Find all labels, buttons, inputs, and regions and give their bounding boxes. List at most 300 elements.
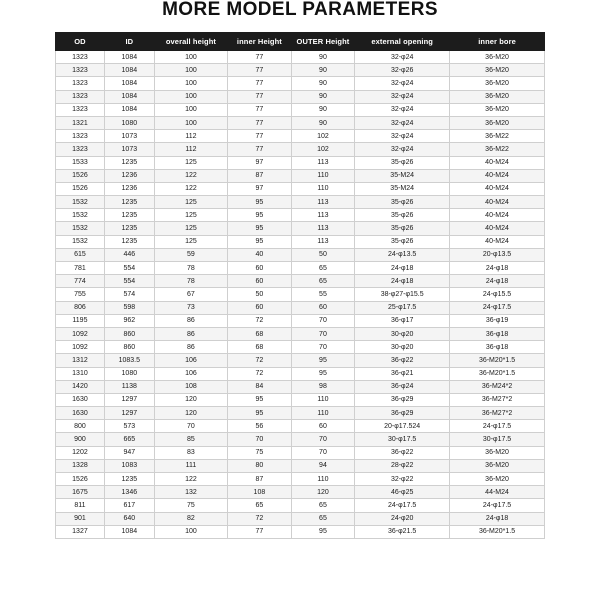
table-row [56,459,545,472]
table-cell: 102 [291,130,355,143]
table-cell: 59 [154,248,227,261]
table-cell: 32-φ24 [355,103,450,116]
table-row [56,51,545,64]
table-cell: 77 [228,90,292,103]
table-cell: 70 [291,341,355,354]
table-row [56,262,545,275]
table-cell: 78 [154,275,227,288]
table-cell: 32-φ22 [355,473,450,486]
table-cell: 1202 [56,446,105,459]
table-cell: 615 [56,248,105,261]
table-cell: 73 [154,301,227,314]
table-cell: 598 [104,301,154,314]
table-row [56,314,545,327]
table-cell: 77 [228,143,292,156]
table-cell: 554 [104,262,154,275]
table-row [56,486,545,499]
table-cell: 36-M20 [450,459,545,472]
table-cell: 1526 [56,182,105,195]
table-cell: 36-φ18 [450,327,545,340]
table-cell: 46-φ25 [355,486,450,499]
table-cell: 24-φ18 [450,512,545,525]
table-cell: 446 [104,248,154,261]
table-cell: 40-M24 [450,156,545,169]
table-cell: 72 [228,512,292,525]
table-cell: 1297 [104,407,154,420]
table-cell: 35-M24 [355,182,450,195]
table-cell: 36-φ22 [355,446,450,459]
table-cell: 35-φ26 [355,235,450,248]
table-cell: 36-M20 [450,64,545,77]
table-cell: 56 [228,420,292,433]
table-cell: 110 [291,393,355,406]
table-cell: 1235 [104,473,154,486]
table-header-row [56,33,545,51]
table-cell: 1533 [56,156,105,169]
table-row [56,433,545,446]
table-cell: 90 [291,51,355,64]
table-cell: 113 [291,196,355,209]
table-cell: 1323 [56,90,105,103]
table-cell: 95 [228,196,292,209]
table-cell: 86 [154,341,227,354]
table-cell: 77 [228,130,292,143]
table-cell: 24-φ18 [450,262,545,275]
table-cell: 68 [228,341,292,354]
table-cell: 1235 [104,222,154,235]
table-row [56,182,545,195]
table-row [56,169,545,182]
table-cell: 132 [154,486,227,499]
table-cell: 75 [228,446,292,459]
table-column-header: overall height [154,33,227,51]
table-column-header: external opening [355,33,450,51]
table-cell: 1532 [56,222,105,235]
table-cell: 1236 [104,169,154,182]
table-row [56,156,545,169]
table-cell: 24-φ17.5 [450,420,545,433]
table-cell: 100 [154,64,227,77]
table-cell: 36-M22 [450,130,545,143]
table-cell: 24-φ17.5 [450,301,545,314]
table-cell: 32-φ24 [355,130,450,143]
table-cell: 122 [154,473,227,486]
table-cell: 106 [154,367,227,380]
table-cell: 95 [291,367,355,380]
table-cell: 90 [291,116,355,129]
table-cell: 1236 [104,182,154,195]
table-cell: 77 [228,116,292,129]
table-cell: 36-M24*2 [450,380,545,393]
table-cell: 1084 [104,51,154,64]
table-cell: 24-φ15.5 [450,288,545,301]
table-cell: 82 [154,512,227,525]
table-cell: 24-φ13.5 [355,248,450,261]
table-cell: 24-φ17.5 [355,499,450,512]
table-cell: 120 [291,486,355,499]
table-cell: 36-φ19 [450,314,545,327]
table-body [56,51,545,539]
table-row [56,393,545,406]
table-cell: 84 [228,380,292,393]
table-cell: 1327 [56,525,105,538]
table-cell: 1310 [56,367,105,380]
parameters-table-container [55,32,545,539]
table-cell: 78 [154,262,227,275]
table-cell: 1420 [56,380,105,393]
table-row [56,354,545,367]
table-cell: 70 [291,446,355,459]
table-cell: 72 [228,354,292,367]
table-cell: 36-φ21 [355,367,450,380]
table-cell: 40-M24 [450,235,545,248]
table-cell: 110 [291,407,355,420]
table-cell: 800 [56,420,105,433]
table-cell: 120 [154,407,227,420]
table-cell: 36-M20 [450,446,545,459]
table-row [56,407,545,420]
table-cell: 860 [104,341,154,354]
table-cell: 108 [228,486,292,499]
table-cell: 1297 [104,393,154,406]
table-cell: 1328 [56,459,105,472]
table-cell: 20-φ17.524 [355,420,450,433]
table-cell: 100 [154,77,227,90]
table-column-header: OD [56,33,105,51]
table-cell: 65 [291,262,355,275]
table-cell: 95 [228,407,292,420]
table-cell: 70 [291,433,355,446]
table-cell: 95 [228,235,292,248]
table-cell: 36-M20*1.5 [450,367,545,380]
table-cell: 900 [56,433,105,446]
table-cell: 1073 [104,130,154,143]
table-cell: 60 [228,262,292,275]
table-cell: 60 [228,275,292,288]
table-cell: 86 [154,314,227,327]
table-cell: 573 [104,420,154,433]
table-cell: 806 [56,301,105,314]
table-cell: 1323 [56,77,105,90]
table-cell: 1084 [104,90,154,103]
table-cell: 1138 [104,380,154,393]
table-cell: 1080 [104,116,154,129]
table-cell: 40-M24 [450,182,545,195]
table-cell: 32-φ24 [355,90,450,103]
table-cell: 36-M20*1.5 [450,525,545,538]
table-cell: 1084 [104,64,154,77]
table-row [56,103,545,116]
table-cell: 30-φ20 [355,327,450,340]
table-cell: 77 [228,51,292,64]
table-cell: 113 [291,235,355,248]
table-cell: 1630 [56,393,105,406]
table-cell: 20-φ13.5 [450,248,545,261]
table-cell: 95 [291,525,355,538]
table-cell: 113 [291,209,355,222]
table-cell: 122 [154,169,227,182]
table-cell: 60 [291,301,355,314]
table-cell: 24-φ20 [355,512,450,525]
table-cell: 1083 [104,459,154,472]
table-cell: 32-φ24 [355,116,450,129]
table-cell: 32-φ24 [355,143,450,156]
table-cell: 30-φ17.5 [355,433,450,446]
table-cell: 28-φ22 [355,459,450,472]
table-cell: 32-φ24 [355,51,450,64]
table-cell: 901 [56,512,105,525]
table-cell: 70 [154,420,227,433]
page-title: MORE MODEL PARAMETERS [162,0,438,20]
table-cell: 30-φ17.5 [450,433,545,446]
table-cell: 962 [104,314,154,327]
table-cell: 36-M20 [450,116,545,129]
table-cell: 106 [154,354,227,367]
table-cell: 110 [291,473,355,486]
table-cell: 36-M20 [450,473,545,486]
table-cell: 112 [154,143,227,156]
table-cell: 85 [154,433,227,446]
table-cell: 36-M27*2 [450,407,545,420]
table-column-header: inner bore [450,33,545,51]
table-cell: 30-φ20 [355,341,450,354]
table-cell: 77 [228,525,292,538]
table-cell: 95 [228,393,292,406]
table-cell: 1312 [56,354,105,367]
table-cell: 97 [228,156,292,169]
table-cell: 665 [104,433,154,446]
table-cell: 50 [291,248,355,261]
table-cell: 35-φ26 [355,196,450,209]
table-cell: 36-φ21.5 [355,525,450,538]
table-cell: 36-M20 [450,103,545,116]
table-row [56,446,545,459]
table-cell: 113 [291,156,355,169]
table-cell: 97 [228,182,292,195]
table-cell: 1080 [104,367,154,380]
table-cell: 947 [104,446,154,459]
table-cell: 50 [228,288,292,301]
table-cell: 68 [228,327,292,340]
table-cell: 24-φ17.5 [450,499,545,512]
table-cell: 108 [154,380,227,393]
table-cell: 65 [291,275,355,288]
table-column-header: ID [104,33,154,51]
table-cell: 100 [154,116,227,129]
table-cell: 1323 [56,143,105,156]
table-cell: 36-φ22 [355,354,450,367]
table-cell: 55 [291,288,355,301]
table-cell: 95 [228,222,292,235]
table-cell: 95 [228,209,292,222]
table-cell: 35-M24 [355,169,450,182]
table-cell: 1323 [56,51,105,64]
table-cell: 640 [104,512,154,525]
table-cell: 125 [154,235,227,248]
table-cell: 87 [228,169,292,182]
table-row [56,64,545,77]
table-row [56,301,545,314]
table-cell: 70 [291,327,355,340]
table-cell: 77 [228,103,292,116]
table-cell: 1675 [56,486,105,499]
table-cell: 24-φ18 [450,275,545,288]
table-cell: 36-M20*1.5 [450,354,545,367]
table-row [56,143,545,156]
table-cell: 1526 [56,169,105,182]
table-row [56,77,545,90]
table-cell: 774 [56,275,105,288]
table-cell: 112 [154,130,227,143]
table-row [56,116,545,129]
table-cell: 86 [154,327,227,340]
table-cell: 36-φ29 [355,407,450,420]
table-cell: 102 [291,143,355,156]
table-cell: 98 [291,380,355,393]
table-cell: 110 [291,182,355,195]
table-cell: 1083.5 [104,354,154,367]
table-row [56,473,545,486]
table-cell: 1630 [56,407,105,420]
table-cell: 1235 [104,156,154,169]
table-cell: 36-M20 [450,77,545,90]
table-cell: 36-φ29 [355,393,450,406]
table-cell: 40-M24 [450,196,545,209]
table-cell: 90 [291,103,355,116]
table-cell: 122 [154,182,227,195]
table-cell: 1532 [56,196,105,209]
table-row [56,275,545,288]
table-cell: 125 [154,196,227,209]
table-cell: 1084 [104,103,154,116]
table-cell: 38-φ27-φ15.5 [355,288,450,301]
table-cell: 35-φ26 [355,156,450,169]
table-row [56,209,545,222]
table-cell: 75 [154,499,227,512]
table-cell: 1092 [56,341,105,354]
table-cell: 25-φ17.5 [355,301,450,314]
table-cell: 1073 [104,143,154,156]
table-cell: 1092 [56,327,105,340]
table-cell: 100 [154,525,227,538]
table-row [56,327,545,340]
table-cell: 80 [228,459,292,472]
table-cell: 36-φ18 [450,341,545,354]
table-cell: 860 [104,327,154,340]
table-row [56,341,545,354]
table-cell: 811 [56,499,105,512]
table-cell: 1532 [56,235,105,248]
table-cell: 1195 [56,314,105,327]
table-cell: 60 [291,420,355,433]
table-cell: 100 [154,90,227,103]
table-cell: 95 [291,354,355,367]
table-cell: 44-M24 [450,486,545,499]
table-cell: 36-φ24 [355,380,450,393]
table-row [56,367,545,380]
table-cell: 1532 [56,209,105,222]
table-cell: 1235 [104,209,154,222]
table-cell: 32-φ24 [355,77,450,90]
table-cell: 36-φ17 [355,314,450,327]
table-row [56,235,545,248]
table-row [56,288,545,301]
table-cell: 554 [104,275,154,288]
table-cell: 36-M22 [450,143,545,156]
table-cell: 1235 [104,235,154,248]
table-cell: 100 [154,51,227,64]
table-cell: 125 [154,222,227,235]
table-header [56,33,545,51]
table-cell: 60 [228,301,292,314]
table-cell: 574 [104,288,154,301]
table-cell: 70 [228,433,292,446]
table-cell: 40-M24 [450,222,545,235]
table-cell: 1084 [104,77,154,90]
table-cell: 35-φ26 [355,222,450,235]
table-cell: 65 [291,512,355,525]
table-cell: 24-φ18 [355,262,450,275]
table-cell: 40 [228,248,292,261]
table-cell: 36-M27*2 [450,393,545,406]
table-cell: 40-M24 [450,169,545,182]
table-cell: 67 [154,288,227,301]
table-cell: 1526 [56,473,105,486]
table-cell: 781 [56,262,105,275]
table-row [56,196,545,209]
table-cell: 1321 [56,116,105,129]
table-cell: 83 [154,446,227,459]
table-cell: 36-M20 [450,51,545,64]
table-cell: 87 [228,473,292,486]
table-cell: 36-M20 [450,90,545,103]
table-cell: 35-φ26 [355,209,450,222]
table-row [56,525,545,538]
table-cell: 90 [291,90,355,103]
table-row [56,222,545,235]
table-cell: 617 [104,499,154,512]
table-cell: 110 [291,169,355,182]
table-cell: 77 [228,77,292,90]
table-row [56,90,545,103]
table-cell: 125 [154,209,227,222]
table-cell: 1084 [104,525,154,538]
table-cell: 100 [154,103,227,116]
table-cell: 72 [228,314,292,327]
table-row [56,420,545,433]
table-row [56,499,545,512]
table-cell: 1235 [104,196,154,209]
table-cell: 113 [291,222,355,235]
table-cell: 1323 [56,64,105,77]
table-row [56,130,545,143]
table-cell: 111 [154,459,227,472]
table-cell: 24-φ18 [355,275,450,288]
table-cell: 1323 [56,103,105,116]
table-cell: 1323 [56,130,105,143]
table-cell: 77 [228,64,292,77]
table-cell: 755 [56,288,105,301]
table-cell: 90 [291,77,355,90]
parameters-table [55,32,545,539]
table-cell: 1346 [104,486,154,499]
table-cell: 65 [228,499,292,512]
table-cell: 40-M24 [450,209,545,222]
table-cell: 94 [291,459,355,472]
table-cell: 90 [291,64,355,77]
table-column-header: inner Height [228,33,292,51]
table-cell: 125 [154,156,227,169]
